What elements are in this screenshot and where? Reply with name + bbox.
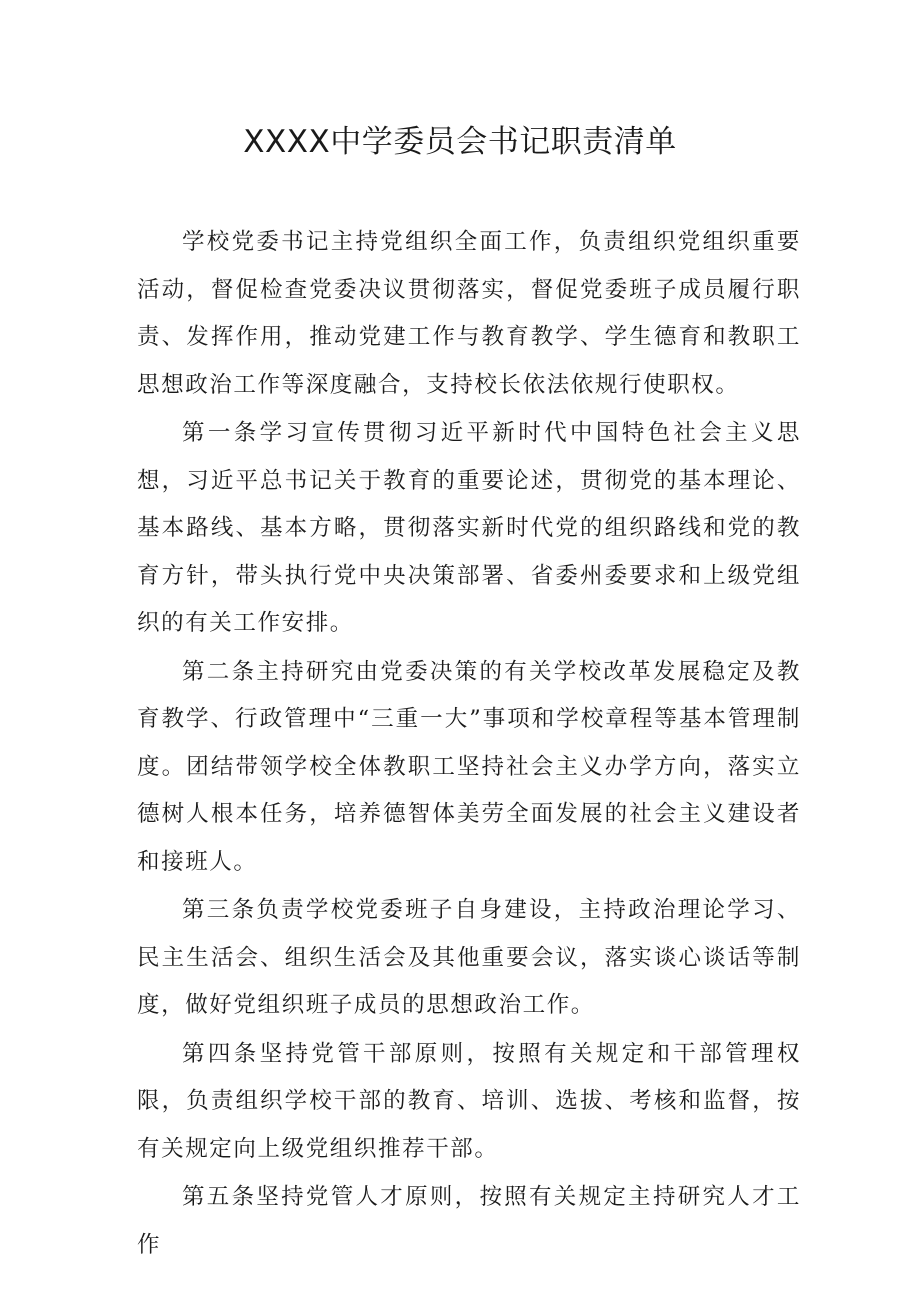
document-title: XXXX中学委员会书记职责清单 [243,124,677,160]
paragraph-intro: 学校党委书记主持党组织全面工作，负责组织党组织重要活动，督促检查党委决议贯彻落实，督促党委班子成员履行职责、发挥作用，推动党建工作与教育教学、学生德育和教职工思想政治工作等深度融合，支持校长依法依规行使职权。 [137,229,801,398]
paragraph-article-1: 第一条学习宣传贯彻习近平新时代中国特色社会主义思想，习近平总书记关于教育的重要论述，贯彻党的基本理论、基本路线、基本方略，贯彻落实新时代党的组织路线和党的教育方针，带头执行党中央决策部署、省委州委要求和上级党组织的有关工作安排。 [137,420,801,636]
document-body [137,219,801,1270]
paragraph-article-4: 第四条坚持党管干部原则，按照有关规定和干部管理权限，负责组织学校干部的教育、培训、选拔、考核和监督，按有关规定向上级党组织推荐干部。 [137,1040,801,1162]
paragraph-article-3: 第三条负责学校党委班子自身建设，主持政治理论学习、民主生活会、组织生活会及其他重要会议，落实谈心谈话等制度，做好党组织班子成员的思想政治工作。 [137,897,801,1018]
paragraph-article-2: 第二条主持研究由党委决策的有关学校改革发展稳定及教育教学、行政管理中“三重一大”事项和学校章程等基本管理制度。团结带领学校全体教职工坚持社会主义办学方向，落实立德树人根本任务，培养德智体美劳全面发展的社会主义建设者和接班人。 [137,658,801,875]
paragraph-article-5: 第五条坚持党管人才原则，按照有关规定主持研究人才工作 [137,1184,801,1258]
